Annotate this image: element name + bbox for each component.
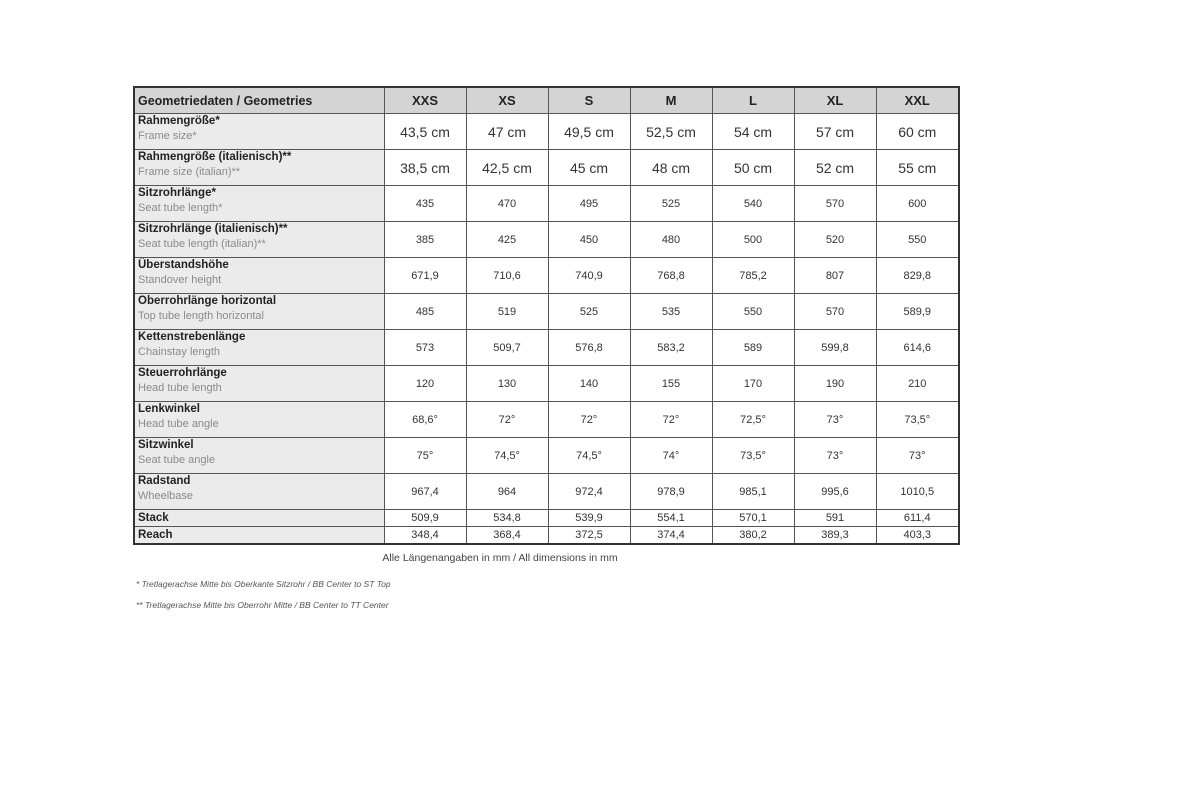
table-cell: 480 [630, 222, 712, 258]
table-cell: 550 [876, 222, 959, 258]
row-label-de: Reach [138, 528, 173, 541]
geometry-table [133, 86, 960, 545]
table-cell: 68,6° [384, 402, 466, 438]
row-label [134, 258, 384, 294]
table-cell: 73,5° [876, 402, 959, 438]
table-cell: 671,9 [384, 258, 466, 294]
table-cell: 570 [794, 186, 876, 222]
row-label-de: Radstand [138, 475, 191, 487]
table-cell: 520 [794, 222, 876, 258]
table-row [134, 150, 959, 186]
row-label-de: Steuerrohrlänge [138, 367, 227, 379]
table-cell: 38,5 cm [384, 150, 466, 186]
table-row [134, 438, 959, 474]
table-cell: 573 [384, 330, 466, 366]
table-cell: 614,6 [876, 330, 959, 366]
dimensions-note: Alle Längenangaben in mm / All dimensions in mm [382, 552, 618, 564]
table-cell: 425 [466, 222, 548, 258]
table-cell: 967,4 [384, 474, 466, 510]
row-label [134, 366, 384, 402]
table-cell: 43,5 cm [384, 114, 466, 150]
row-label-en: Seat tube angle [138, 454, 216, 466]
table-cell: 570 [794, 294, 876, 330]
table-row [134, 114, 959, 150]
table-cell: 964 [466, 474, 548, 510]
table-cell: 368,4 [466, 527, 548, 544]
table-cell: 72° [466, 402, 548, 438]
table-cell: 348,4 [384, 527, 466, 544]
table-row [134, 186, 959, 222]
corner-label: Geometriedaten / Geometries [134, 87, 384, 114]
table-cell: 550 [712, 294, 794, 330]
table-cell: 190 [794, 366, 876, 402]
row-label-de: Lenkwinkel [138, 403, 200, 415]
table-cell: 75° [384, 438, 466, 474]
table-cell: 710,6 [466, 258, 548, 294]
table-cell: 74° [630, 438, 712, 474]
row-label [134, 222, 384, 258]
row-label-en: Frame size* [138, 130, 197, 142]
table-cell: 829,8 [876, 258, 959, 294]
table-cell: 52,5 cm [630, 114, 712, 150]
size-header-l: L [712, 87, 794, 114]
table-cell: 130 [466, 366, 548, 402]
table-cell: 73° [876, 438, 959, 474]
row-label [134, 114, 384, 150]
table-cell: 49,5 cm [548, 114, 630, 150]
row-label-de: Sitzwinkel [138, 439, 194, 451]
table-cell: 978,9 [630, 474, 712, 510]
row-label-de: Stack [138, 512, 169, 524]
table-cell: 374,4 [630, 527, 712, 544]
row-label-de: Oberrohrlänge horizontal [138, 295, 277, 307]
table-cell: 525 [630, 186, 712, 222]
table-row [134, 527, 959, 544]
row-label [134, 438, 384, 474]
table-cell: 768,8 [630, 258, 712, 294]
table-cell: 583,2 [630, 330, 712, 366]
table-cell: 210 [876, 366, 959, 402]
table-cell: 509,7 [466, 330, 548, 366]
row-label-de: Rahmengröße (italienisch)** [138, 151, 292, 163]
table-cell: 155 [630, 366, 712, 402]
table-cell: 73,5° [712, 438, 794, 474]
table-row [134, 402, 959, 438]
table-row [134, 510, 959, 527]
table-cell: 52 cm [794, 150, 876, 186]
table-cell: 73° [794, 438, 876, 474]
size-header-xxl: XXL [876, 87, 959, 114]
row-label-en: Seat tube length (italian)** [138, 238, 266, 250]
table-cell: 485 [384, 294, 466, 330]
row-label-en: Frame size (italian)** [138, 166, 241, 178]
table-cell: 170 [712, 366, 794, 402]
table-cell: 72° [630, 402, 712, 438]
table-cell: 1010,5 [876, 474, 959, 510]
table-row [134, 294, 959, 330]
row-label-en: Wheelbase [138, 490, 194, 502]
table-row [134, 366, 959, 402]
row-label [134, 510, 384, 527]
table-cell: 450 [548, 222, 630, 258]
row-label [134, 186, 384, 222]
table-cell: 591 [794, 510, 876, 527]
table-cell: 389,3 [794, 527, 876, 544]
table-row [134, 474, 959, 510]
table-cell: 57 cm [794, 114, 876, 150]
table-cell: 570,1 [712, 510, 794, 527]
table-cell: 985,1 [712, 474, 794, 510]
table-cell: 600 [876, 186, 959, 222]
table-cell: 470 [466, 186, 548, 222]
table-cell: 807 [794, 258, 876, 294]
table-cell: 509,9 [384, 510, 466, 527]
row-label [134, 402, 384, 438]
table-row [134, 258, 959, 294]
table-cell: 540 [712, 186, 794, 222]
row-label-en: Seat tube length* [138, 202, 223, 214]
table-cell: 519 [466, 294, 548, 330]
table-cell: 120 [384, 366, 466, 402]
footnote-1: * Tretlagerachse Mitte bis Oberkante Sitzrohr / BB Center to ST Top [136, 579, 391, 589]
table-cell: 611,4 [876, 510, 959, 527]
table-cell: 72° [548, 402, 630, 438]
table-cell: 589 [712, 330, 794, 366]
row-label-en: Standover height [138, 274, 222, 286]
row-label [134, 527, 384, 544]
row-label [134, 330, 384, 366]
row-label-de: Sitzrohrlänge (italienisch)** [138, 223, 288, 235]
row-label-en: Head tube length [138, 382, 222, 394]
table-cell: 54 cm [712, 114, 794, 150]
table-cell: 740,9 [548, 258, 630, 294]
table-cell: 60 cm [876, 114, 959, 150]
table-cell: 55 cm [876, 150, 959, 186]
table-cell: 500 [712, 222, 794, 258]
table-cell: 48 cm [630, 150, 712, 186]
table-cell: 372,5 [548, 527, 630, 544]
row-label-de: Rahmengröße* [138, 115, 220, 127]
table-row [134, 330, 959, 366]
table-cell: 73° [794, 402, 876, 438]
row-label-de: Sitzrohrlänge* [138, 187, 216, 199]
table-cell: 72,5° [712, 402, 794, 438]
table-cell: 74,5° [466, 438, 548, 474]
table-cell: 385 [384, 222, 466, 258]
row-label [134, 474, 384, 510]
size-header-xs: XS [466, 87, 548, 114]
table-cell: 534,8 [466, 510, 548, 527]
row-label [134, 150, 384, 186]
table-cell: 74,5° [548, 438, 630, 474]
table-cell: 403,3 [876, 527, 959, 544]
header-row [134, 87, 959, 114]
table-row [134, 222, 959, 258]
table-cell: 995,6 [794, 474, 876, 510]
table-cell: 495 [548, 186, 630, 222]
table-cell: 45 cm [548, 150, 630, 186]
size-header-xxs: XXS [384, 87, 466, 114]
table-cell: 42,5 cm [466, 150, 548, 186]
row-label [134, 294, 384, 330]
row-label-de: Überstandshöhe [138, 259, 229, 271]
size-header-s: S [548, 87, 630, 114]
row-label-en: Head tube angle [138, 418, 219, 430]
table-cell: 539,9 [548, 510, 630, 527]
table-cell: 576,8 [548, 330, 630, 366]
row-label-en: Top tube length horizontal [138, 310, 264, 322]
table-cell: 380,2 [712, 527, 794, 544]
table-cell: 599,8 [794, 330, 876, 366]
row-label-en: Chainstay length [138, 346, 220, 358]
row-label-de: Kettenstrebenlänge [138, 331, 246, 343]
table-cell: 554,1 [630, 510, 712, 527]
size-header-m: M [630, 87, 712, 114]
footnote-2: ** Tretlagerachse Mitte bis Oberrohr Mitte / BB Center to TT Center [136, 600, 389, 610]
size-header-xl: XL [794, 87, 876, 114]
table-cell: 785,2 [712, 258, 794, 294]
table-cell: 525 [548, 294, 630, 330]
table-cell: 47 cm [466, 114, 548, 150]
table-cell: 972,4 [548, 474, 630, 510]
table-cell: 535 [630, 294, 712, 330]
table-cell: 435 [384, 186, 466, 222]
table-cell: 589,9 [876, 294, 959, 330]
table-cell: 50 cm [712, 150, 794, 186]
table-cell: 140 [548, 366, 630, 402]
